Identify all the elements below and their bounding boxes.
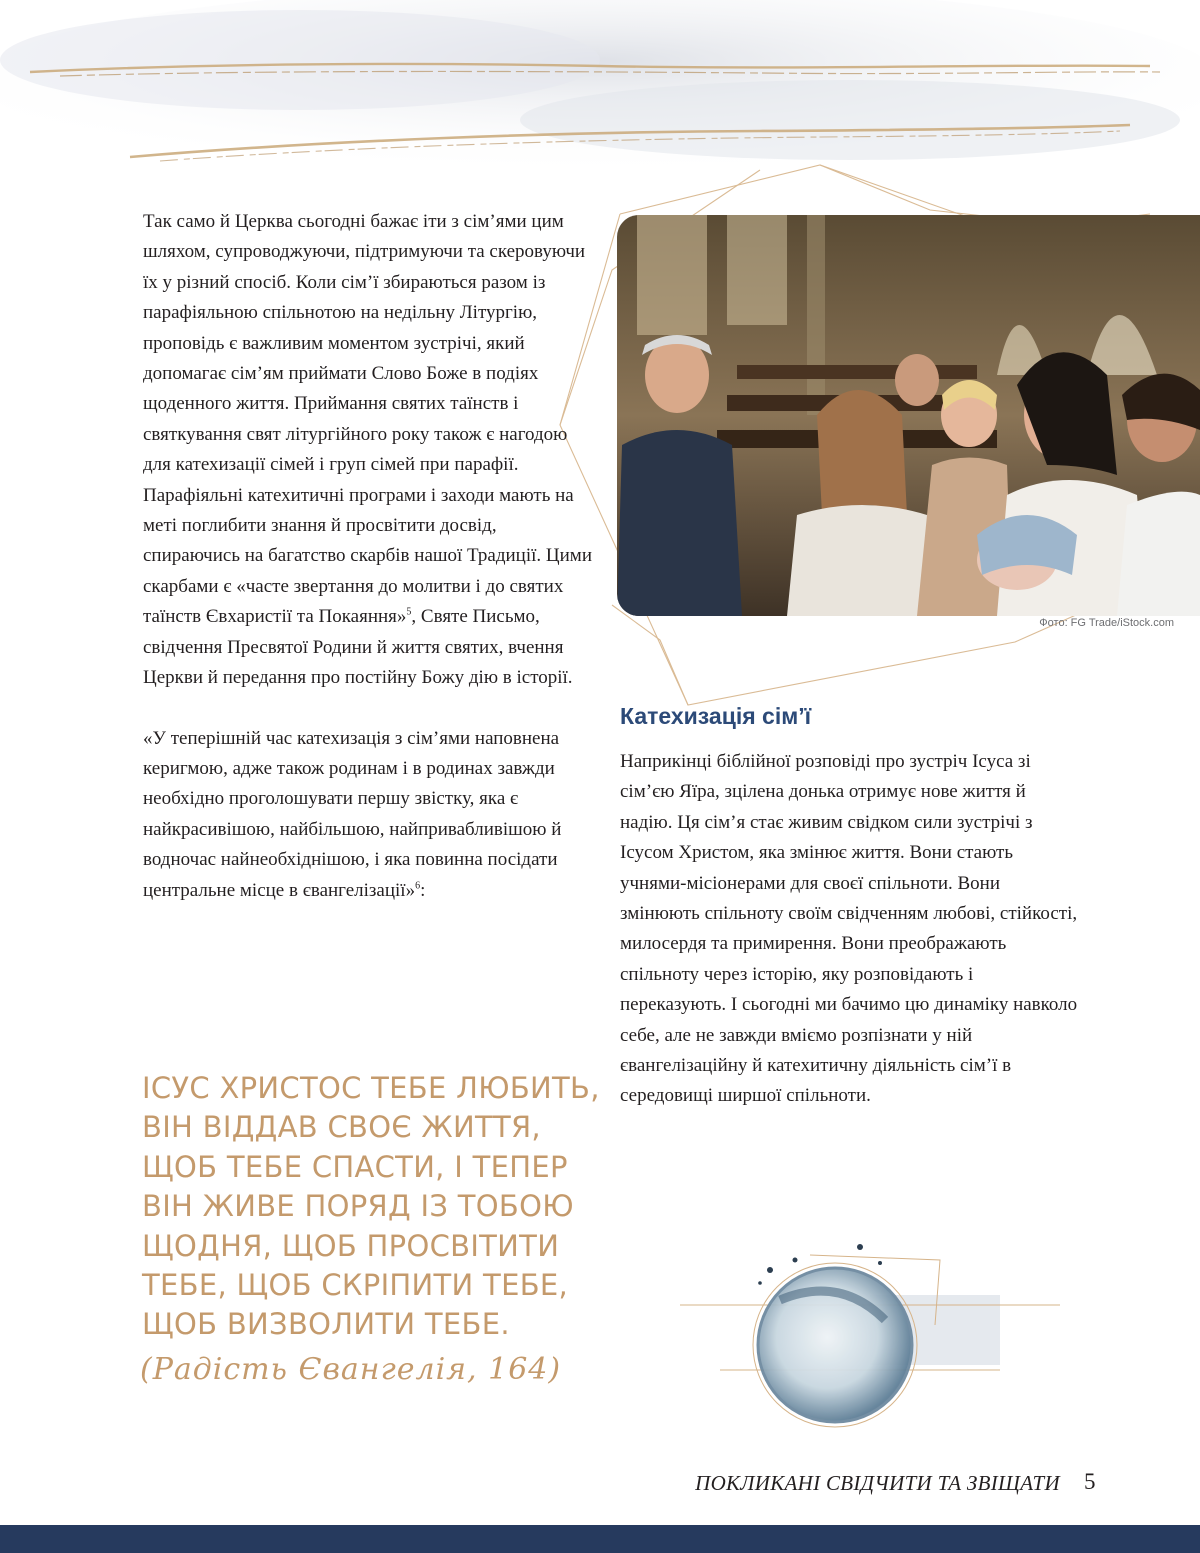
- right-column: [620, 747, 1080, 1112]
- footer-title: ПОКЛИКАНІ СВІДЧИТИ ТА ЗВІЩАТИ: [695, 1471, 1060, 1495]
- page-number: 5: [1084, 1469, 1096, 1494]
- body-paragraph: «У теперішній час катехизація з сім’ями наповнена керигмою, адже також родинам і в родинах завжди необхідно проголошувати першу звістку, яка є найкрасивішою, найбільшою, найпривабливішою й водночас найнеобхіднішою, і яка повинна посідати центральне місце в євангелізації»$^6$:: [143, 727, 562, 901]
- pull-quote: ІСУС ХРИСТОС ТЕБЕ ЛЮБИТЬ, ВІН ВІДДАВ СВОЄ ЖИТТЯ, ЩОБ ТЕБЕ СПАСТИ, І ТЕПЕР ВІН ЖИВЕ ПОРЯД ІЗ ТОБОЮ ЩОДНЯ, ЩОБ ПРОСВІТИТИ ТЕБЕ, ЩОБ СКРІПИТИ ТЕБЕ, ЩОБ ВИЗВОЛИТИ ТЕБЕ.: [142, 1071, 600, 1342]
- baptism-photo: [617, 215, 1200, 616]
- left-column: [143, 207, 593, 906]
- body-paragraph: Так само й Церква сьогодні бажає іти з сім’ями цим шляхом, супроводжуючи, підтримуючи та скеровуючи їх у різний спосіб. Коли сім’ї збираються разом із парафіяльною спільнотою на недільну Літургію, проповідь є важливим моментом зустрічі, який допомагає сім’ям приймати Слово Боже в подіях щоденного життя. Приймання святих таїнств і святкування свят літургійного року також є нагодою для катехизації сімей і груп сімей при парафії. Парафіяльні катехитичні програми і заходи мають на меті поглибити знання й просвітити досвід, спираючись на багатство скарбів нашої Традиції. Цими скарбами є «часте звертання до молитви і до святих таїнств Євхаристії та Покаяння»$^5$, Святе Письмо, свідчення Пресвятої Родини й життя святих, вчення Церкви й передання про постійну Божу дію в історії.: [143, 211, 592, 689]
- footnote-ref[interactable]: 6: [415, 880, 421, 892]
- watercolor-orb-decoration: [670, 1235, 1070, 1440]
- header-brush-decoration: [0, 0, 1200, 190]
- footnote-ref[interactable]: 5: [406, 606, 412, 618]
- section-heading: Катехизація сім’ї: [620, 703, 812, 729]
- body-paragraph: Наприкінці біблійної розповіді про зустріч Ісуса зі сім’єю Яїра, зцілена донька отримує нове життя й надію. Ця сім’я стає живим свідком сили зустрічі з Ісусом Христом, яка змінює життя. Вони стають учнями-місіонерами для своєї спільноти. Вони змінюють спільноту своїм свідченням любові, стійкості, милосердя та примирення. Вони преображають спільноту через історію, яку розповідають і переказують. І сьогодні ми бачимо цю динаміку навколо себе, але не завжди вміємо розпізнати у ній євангелізаційну й катехитичну діяльність сім’ї в середовищі ширшої спільноти.: [620, 751, 1078, 1107]
- photo-credit: Фото: FG Trade/iStock.com: [1039, 617, 1174, 629]
- footer-bar: [0, 1525, 1200, 1553]
- quote-source: (Радість Євангелія, 164): [140, 1352, 562, 1387]
- photo-illustration: [617, 215, 1200, 616]
